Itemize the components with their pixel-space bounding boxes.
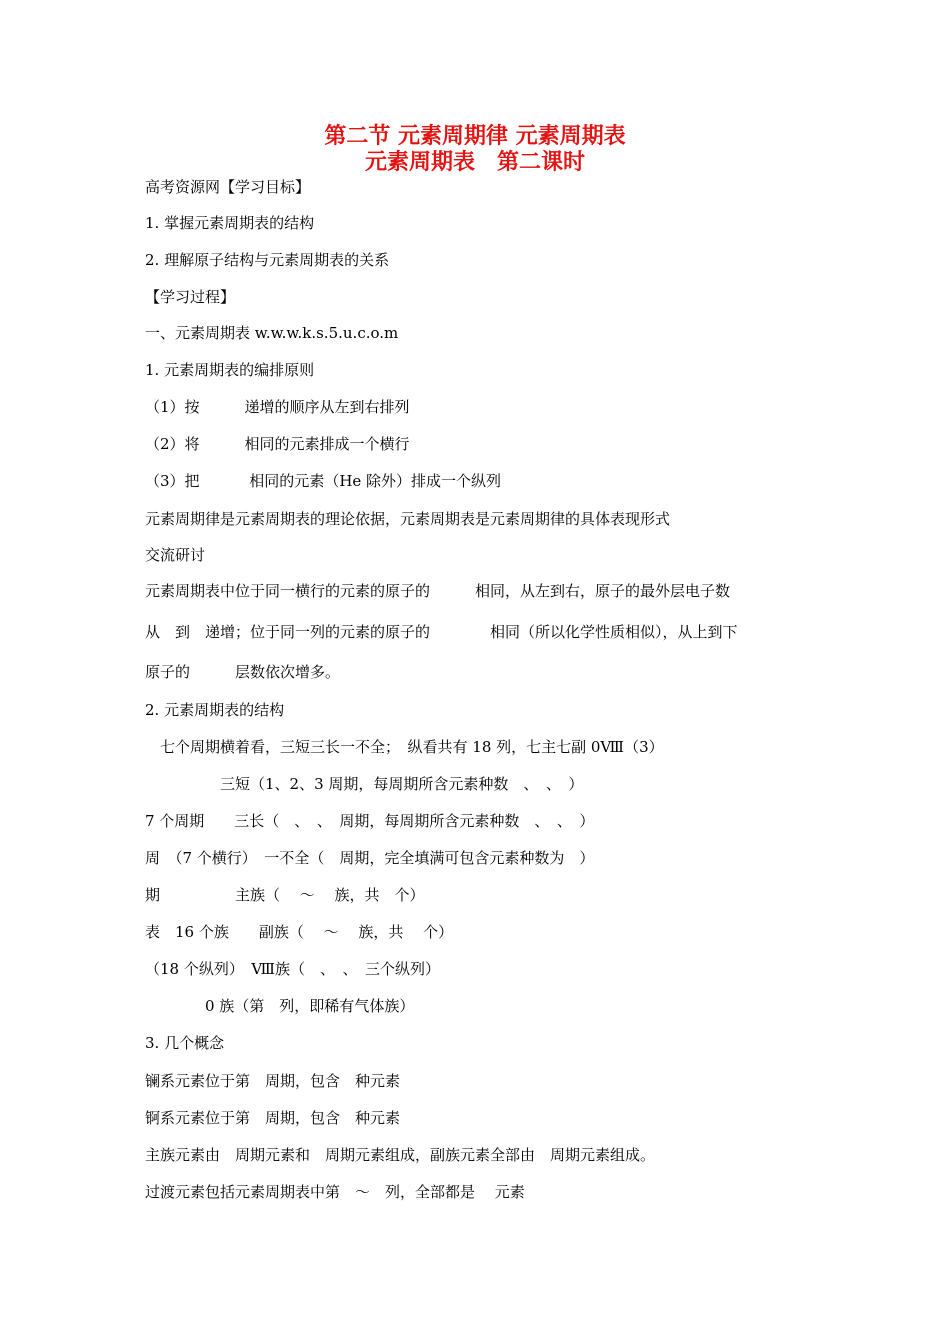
body-line: 期 主族（ ～ 族，共 个）	[145, 886, 425, 904]
body-line: 1. 元素周期表的编排原则	[145, 361, 315, 379]
body-line: 元素周期律是元素周期表的理论依据，元素周期表是元素周期律的具体表现形式	[145, 510, 671, 528]
body-line: 高考资源网【学习目标】	[145, 178, 311, 196]
body-line: 7 个周期 三长（ 、 、 周期，每周期所含元素种数 、 、 ）	[145, 812, 595, 830]
body-line: 1. 掌握元素周期表的结构	[145, 214, 315, 232]
body-line: 镧系元素位于第 周期，包含 种元素	[145, 1072, 401, 1090]
body-line: 七个周期横着看，三短三长一不全； 纵看共有 18 列，七主七副 0Ⅷ（3）	[160, 738, 664, 756]
body-line: 从 到 递增；位于同一列的元素的原子的 相同（所以化学性质相似），从上到下	[145, 623, 738, 641]
body-line: （18 个纵列） Ⅷ族（ 、 、 三个纵列）	[145, 960, 440, 978]
body-line: 元素周期表中位于同一横行的元素的原子的 相同，从左到右，原子的最外层电子数	[145, 582, 731, 600]
body-line: （1）按 递增的顺序从左到右排列	[145, 398, 410, 416]
body-line: （2）将 相同的元素排成一个横行	[145, 435, 410, 453]
document-title: 第二节 元素周期律 元素周期表	[324, 123, 626, 149]
body-line: 过渡元素包括元素周期表中第 ～ 列，全部都是 元素	[145, 1183, 525, 1201]
body-line: 表 16 个族 副族（ ～ 族，共 个）	[145, 923, 454, 941]
body-line: 主族元素由 周期元素和 周期元素组成，副族元素全部由 周期元素组成。	[145, 1146, 656, 1164]
body-line: 交流研讨	[145, 546, 206, 564]
body-line: 2. 理解原子结构与元素周期表的关系	[145, 251, 390, 269]
document-subtitle: 元素周期表 第二课时	[364, 149, 585, 175]
body-line: 一、元素周期表 w.w.w.k.s.5.u.c.o.m	[145, 324, 399, 342]
body-line: 3. 几个概念	[145, 1034, 225, 1052]
body-line: 0 族（第 列，即稀有气体族）	[205, 997, 415, 1015]
body-line: 【学习过程】	[145, 288, 236, 306]
body-line: 周 （7 个横行） 一不全（ 周期，完全填满可包含元素种数为 ）	[145, 849, 595, 867]
body-line: （3）把 相同的元素（He 除外）排成一个纵列	[145, 472, 502, 490]
body-line: 2. 元素周期表的结构	[145, 701, 285, 719]
body-line: 三短（1、2、3 周期，每周期所含元素种数 、 、 ）	[220, 775, 584, 793]
body-line: 锕系元素位于第 周期，包含 种元素	[145, 1109, 401, 1127]
body-line: 原子的 层数依次增多。	[145, 663, 341, 681]
